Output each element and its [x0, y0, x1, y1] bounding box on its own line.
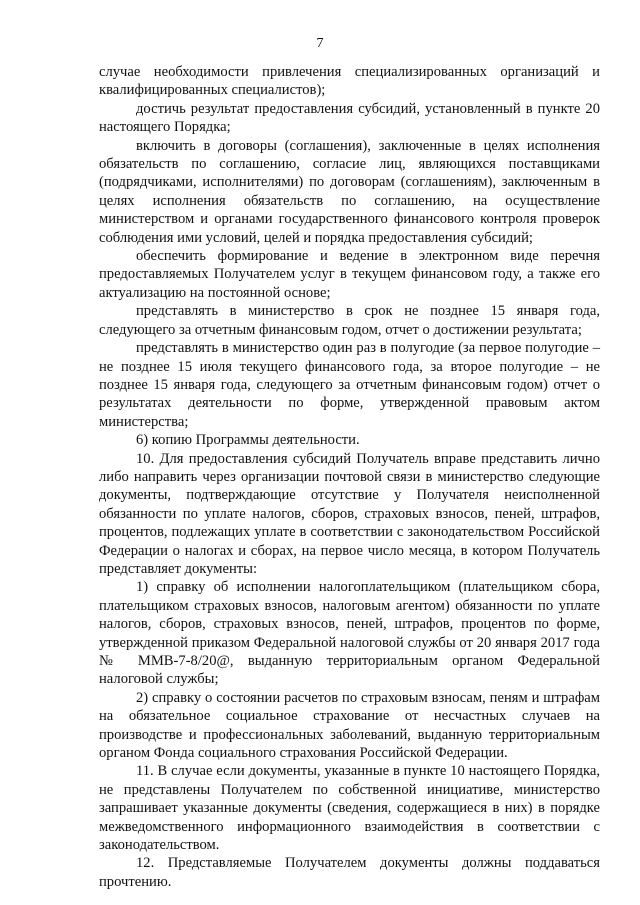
paragraph: 11. В случае если документы, указанные в пункте 10 настоящего Порядка, не представлены Получателем по собственной инициативе, министерство запрашивает указанные документы (сведения, содержащиеся в них) в порядке межведомственного информационного взаимодействия в соответствии с законодательством. — [99, 763, 600, 854]
paragraph: представлять в министерство в срок не позднее 15 января года, следующего за отчетным финансовым годом, отчет о достижении результата; — [99, 303, 600, 338]
paragraph: 2) справку о состоянии расчетов по страховым взносам, пеням и штрафам на обязательное социальное страхование от несчастных случаев на производстве и профессиональных заболеваний, выданную территориальным органом Фонда социального страхования Российской Федерации. — [99, 689, 600, 762]
document-body — [99, 63, 600, 891]
page-number: 7 — [316, 36, 324, 51]
paragraph: включить в договоры (соглашения), заключенные в целях исполнения обязательств по соглашению, согласие лиц, являющихся поставщиками (подрядчиками, исполнителями) по договорам (соглашениям), заключенным в целях исполнения обязательств по соглашению, на осуществление министерством и органами государственного финансового контроля проверок соблюдения ими условий, целей и порядка предоставления субсидий; — [99, 137, 600, 246]
paragraph: 10. Для предоставления субсидий Получатель вправе представить лично либо направить через организации почтовой связи в министерство следующие документы, подтверждающие отсутствие у Получателя неисполненной обязанности по уплате налогов, сборов, страховых взносов, пеней, штрафов, процентов, подлежащих уплате в соответствии с законодательством Российской Федерации о налогах и сборах, на первое число месяца, в котором Получатель представляет документы: — [99, 450, 600, 577]
paragraph: 1) справку об исполнении налогоплательщиком (плательщиком сбора, плательщиком страховых взносов, налоговым агентом) обязанности по уплате налогов, сборов, страховых взносов, пеней, штрафов, процентов по форме, утвержденной приказом Федеральной налоговой службы от 20 января 2017 года № ММВ-7-8/20@, выданную территориальным органом Федеральной налоговой службы; — [99, 579, 600, 688]
paragraph: 12. Представляемые Получателем документы должны поддаваться прочтению. — [99, 855, 600, 890]
paragraph: 6) копию Программы деятельности. — [136, 432, 360, 449]
paragraph: представлять в министерство один раз в полугодие (за первое полугодие – не позднее 15 июля текущего финансового года, за второе полугодие – не позднее 15 января года, следующего за отчетным финансовым годом) отчет о результатах деятельности по форме, утвержденной правовым актом министерства; — [99, 340, 600, 430]
paragraph: обеспечить формирование и ведение в электронном виде перечня предоставляемых Получателем услуг в текущем финансовом году, а также его актуализацию на постоянной основе; — [99, 248, 600, 301]
paragraph: достичь результат предоставления субсидий, установленный в пункте 20 настоящего Порядка; — [99, 100, 600, 136]
paragraph: случае необходимости привлечения специализированных организаций и квалифицированных специалистов); — [99, 64, 600, 99]
